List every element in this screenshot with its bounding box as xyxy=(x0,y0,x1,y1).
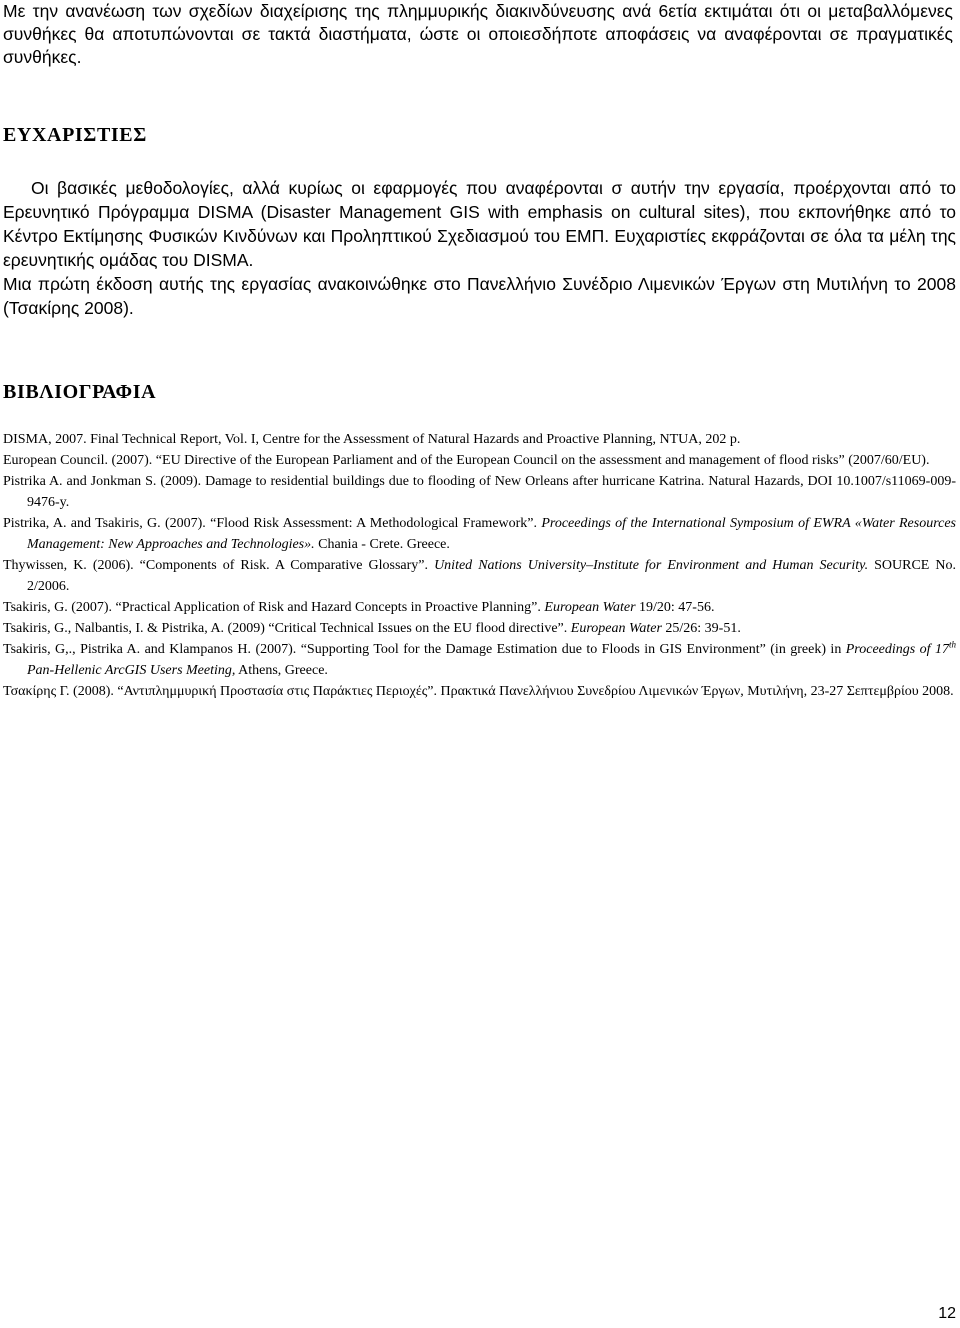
reference-text-tail: 25/26: 39-51. xyxy=(661,621,741,636)
acknowledgements-paragraph xyxy=(3,176,956,320)
reference-item xyxy=(3,639,956,681)
reference-item xyxy=(3,555,956,597)
reference-text: DISMA, 2007. Final Technical Report, Vol. I, Centre for the Assessment of Natural Hazards and Proactive Planning, NTUA, 202 p. xyxy=(3,432,741,447)
reference-item xyxy=(3,597,956,618)
reference-item xyxy=(3,471,956,513)
reference-source-italic: Pan-Hellenic ArcGIS Users Meeting, xyxy=(27,663,236,678)
reference-text: Tsakiris, G., Nalbantis, I. & Pistrika, A. (2009) “Critical Technical Issues on the EU flood directive”. xyxy=(3,621,571,636)
page-number: 12 xyxy=(938,1305,956,1322)
reference-source-italic: Proceedings of 17 xyxy=(845,642,949,657)
reference-item xyxy=(3,681,956,702)
reference-text-tail: 19/20: 47-56. xyxy=(635,600,715,615)
intro-paragraph: Με την ανανέωση των σχεδίων διαχείρισης της πλημμυρικής διακινδύνευσης ανά 6ετία εκτιμάται ότι οι μεταβαλλόμενες συνθήκες θα αποτυπώνονται σε τακτά διαστήματα, ώστε οι οποιεσδήποτε αποφάσεις να αναφέρονται σε πραγματικές συνθήκες. xyxy=(3,1,953,67)
reference-item xyxy=(3,513,956,555)
reference-text: Pistrika, A. and Tsakiris, G. (2007). “Flood Risk Assessment: A Methodological Framework”. xyxy=(3,516,542,531)
reference-text: Tsakiris, G. (2007). “Practical Application of Risk and Hazard Concepts in Proactive Planning”. xyxy=(3,600,545,615)
reference-item xyxy=(3,429,956,450)
reference-text-tail: SOURCE No. 2/2006. xyxy=(27,558,956,594)
ordinal-superscript: th xyxy=(948,639,956,650)
reference-text: Pistrika A. and Jonkman S. (2009). Damage to residential buildings due to flooding of New Orleans after hurricane Katrina. Natural Hazards, DOI 10.1007/s11069-009-9476-y. xyxy=(3,474,956,510)
reference-text: Tsakiris, G,., Pistrika A. and Klampanos H. (2007). “Supporting Tool for the Damage Estimation due to Floods in GIS Environment” (in greek) in xyxy=(3,642,846,657)
reference-text: European Council. (2007). “EU Directive of the European Parliament and of the European Council on the assessment and management of flood risks” (2007/60/EU). xyxy=(3,453,930,468)
reference-text-tail: Chania - Crete. Greece. xyxy=(314,537,450,552)
reference-source-italic: European Water xyxy=(570,621,662,636)
acknowledgements-text-1: Οι βασικές μεθοδολογίες, αλλά κυρίως οι εφαρμογές που αναφέρονται σ αυτήν την εργασία, προέρχονται από το Ερευνητικό Πρόγραμμα DISMA (Disaster Management GIS with emphasis on cultural sites), που εκπονήθηκε από το Κέντρο Εκτίμησης Φυσικών Κινδύνων και Προληπτικού Σχεδιασμού του ΕΜΠ. Ευχαριστίες εκφράζονται σε όλα τα μέλη της ερευνητικής ομάδας του DISMA. xyxy=(3,178,956,270)
reference-list xyxy=(3,429,956,702)
reference-text-tail: Athens, Greece. xyxy=(235,663,328,678)
reference-text: Thywissen, K. (2006). “Components of Risk. A Comparative Glossary”. xyxy=(3,558,435,573)
reference-source-italic: Proceedings of the International Symposium of EWRA «Water Resources Management: New Approaches and Technologies». xyxy=(27,516,957,552)
bibliography-heading: ΒΙΒΛΙΟΓΡΑΦΙΑ xyxy=(3,381,157,403)
reference-source-italic: European Water xyxy=(544,600,636,615)
acknowledgements-text-2: Μια πρώτη έκδοση αυτής της εργασίας ανακοινώθηκε στο Πανελλήνιο Συνέδριο Λιμενικών Έργων στη Μυτιλήνη το 2008 (Τσακίρης 2008). xyxy=(3,274,956,318)
reference-item xyxy=(3,618,956,639)
acknowledgements-heading: ΕΥΧΑΡΙΣΤΙΕΣ xyxy=(3,124,147,146)
reference-item xyxy=(3,450,956,471)
reference-text: Τσακίρης Γ. (2008). “Αντιπλημμυρική Προστασία στις Παράκτιες Περιοχές”. Πρακτικά Πανελλήνιου Συνεδρίου Λιμενικών Έργων, Μυτιλήνη, 23-27 Σεπτεμβρίου 2008. xyxy=(3,684,954,699)
reference-source-italic: United Nations University–Institute for Environment and Human Security. xyxy=(434,558,869,573)
